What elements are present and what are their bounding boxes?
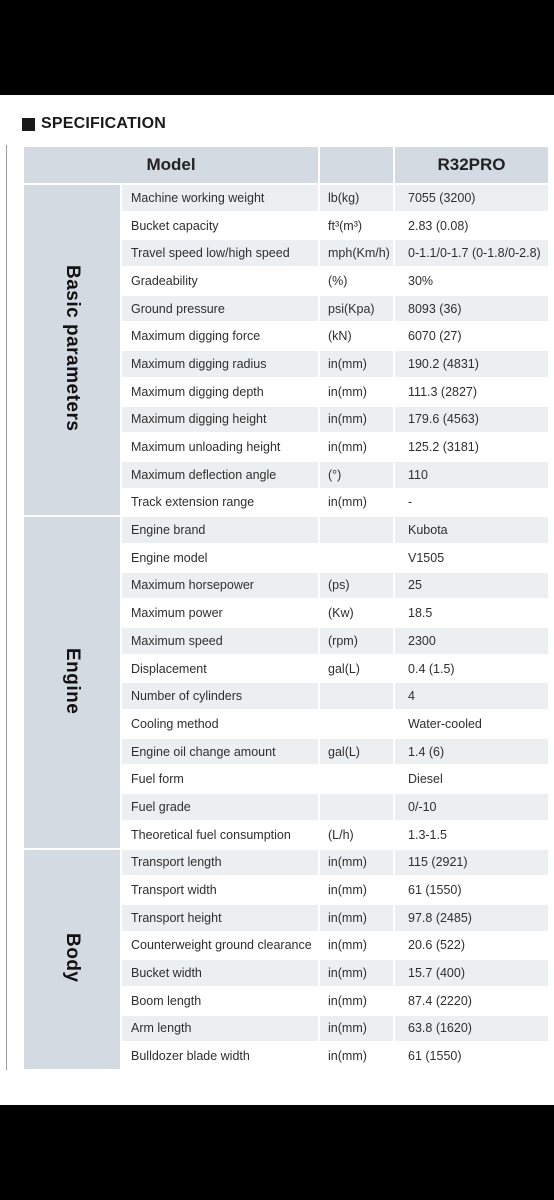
section-heading bbox=[22, 115, 166, 133]
unit-cell: ft³(m³) bbox=[319, 212, 394, 240]
value-cell: 15.7 (400) bbox=[394, 959, 549, 987]
param-cell: Engine brand bbox=[121, 516, 319, 544]
unit-cell: in(mm) bbox=[319, 433, 394, 461]
unit-cell: in(mm) bbox=[319, 904, 394, 932]
unit-cell: in(mm) bbox=[319, 1015, 394, 1043]
unit-cell: gal(L) bbox=[319, 738, 394, 766]
header-unit bbox=[319, 146, 394, 184]
unit-cell: in(mm) bbox=[319, 876, 394, 904]
value-cell: 111.3 (2827) bbox=[394, 378, 549, 406]
param-cell: Gradeability bbox=[121, 267, 319, 295]
unit-cell: (Kw) bbox=[319, 599, 394, 627]
group-label-cell bbox=[23, 849, 121, 1071]
group-label: Engine bbox=[62, 647, 83, 715]
param-cell: Theoretical fuel consumption bbox=[121, 821, 319, 849]
unit-cell: in(mm) bbox=[319, 932, 394, 960]
section-title: SPECIFICATION bbox=[41, 115, 166, 132]
value-cell: Kubota bbox=[394, 516, 549, 544]
table-header-row bbox=[23, 146, 549, 184]
value-cell: 0/-10 bbox=[394, 793, 549, 821]
group-label-cell bbox=[23, 516, 121, 848]
param-cell: Maximum digging depth bbox=[121, 378, 319, 406]
param-cell: Displacement bbox=[121, 655, 319, 683]
unit-cell: in(mm) bbox=[319, 350, 394, 378]
unit-cell: (%) bbox=[319, 267, 394, 295]
group-label: Basic parameters bbox=[62, 265, 83, 432]
unit-cell bbox=[319, 544, 394, 572]
param-cell: Transport height bbox=[121, 904, 319, 932]
unit-cell: (ps) bbox=[319, 572, 394, 600]
value-cell: 6070 (27) bbox=[394, 322, 549, 350]
unit-cell: (°) bbox=[319, 461, 394, 489]
unit-cell: gal(L) bbox=[319, 655, 394, 683]
value-cell: 1.3-1.5 bbox=[394, 821, 549, 849]
param-cell: Arm length bbox=[121, 1015, 319, 1043]
value-cell: 2.83 (0.08) bbox=[394, 212, 549, 240]
unit-cell bbox=[319, 710, 394, 738]
left-divider bbox=[6, 145, 7, 1070]
unit-cell bbox=[319, 765, 394, 793]
value-cell: Water-cooled bbox=[394, 710, 549, 738]
param-cell: Maximum digging height bbox=[121, 406, 319, 434]
value-cell: 30% bbox=[394, 267, 549, 295]
value-cell: 63.8 (1620) bbox=[394, 1015, 549, 1043]
unit-cell: in(mm) bbox=[319, 406, 394, 434]
param-cell: Fuel grade bbox=[121, 793, 319, 821]
value-cell: V1505 bbox=[394, 544, 549, 572]
value-cell: 20.6 (522) bbox=[394, 932, 549, 960]
param-cell: Engine model bbox=[121, 544, 319, 572]
param-cell: Bulldozer blade width bbox=[121, 1042, 319, 1070]
value-cell: 87.4 (2220) bbox=[394, 987, 549, 1015]
value-cell: 115 (2921) bbox=[394, 849, 549, 877]
value-cell: 4 bbox=[394, 682, 549, 710]
header-model: Model bbox=[23, 146, 319, 184]
param-cell: Number of cylinders bbox=[121, 682, 319, 710]
value-cell: 8093 (36) bbox=[394, 295, 549, 323]
table-row bbox=[23, 849, 549, 877]
unit-cell: in(mm) bbox=[319, 1042, 394, 1070]
unit-cell: in(mm) bbox=[319, 378, 394, 406]
value-cell: 97.8 (2485) bbox=[394, 904, 549, 932]
unit-cell: (kN) bbox=[319, 322, 394, 350]
value-cell: 61 (1550) bbox=[394, 876, 549, 904]
unit-cell bbox=[319, 516, 394, 544]
value-cell: 18.5 bbox=[394, 599, 549, 627]
unit-cell bbox=[319, 682, 394, 710]
value-cell: 125.2 (3181) bbox=[394, 433, 549, 461]
param-cell: Maximum deflection angle bbox=[121, 461, 319, 489]
param-cell: Bucket capacity bbox=[121, 212, 319, 240]
param-cell: Track extension range bbox=[121, 489, 319, 517]
unit-cell: in(mm) bbox=[319, 489, 394, 517]
param-cell: Ground pressure bbox=[121, 295, 319, 323]
param-cell: Maximum unloading height bbox=[121, 433, 319, 461]
value-cell: 7055 (3200) bbox=[394, 184, 549, 212]
value-cell: 190.2 (4831) bbox=[394, 350, 549, 378]
square-bullet-icon bbox=[22, 118, 35, 131]
param-cell: Maximum digging radius bbox=[121, 350, 319, 378]
unit-cell: lb(kg) bbox=[319, 184, 394, 212]
value-cell: - bbox=[394, 489, 549, 517]
group-label: Body bbox=[62, 933, 83, 983]
value-cell: 1.4 (6) bbox=[394, 738, 549, 766]
param-cell: Counterweight ground clearance bbox=[121, 932, 319, 960]
param-cell: Transport width bbox=[121, 876, 319, 904]
param-cell: Bucket width bbox=[121, 959, 319, 987]
param-cell: Maximum digging force bbox=[121, 322, 319, 350]
group-label-cell bbox=[23, 184, 121, 516]
table-body bbox=[23, 184, 549, 1070]
unit-cell: (L/h) bbox=[319, 821, 394, 849]
param-cell: Maximum power bbox=[121, 599, 319, 627]
value-cell: Diesel bbox=[394, 765, 549, 793]
param-cell: Maximum horsepower bbox=[121, 572, 319, 600]
unit-cell: mph(Km/h) bbox=[319, 239, 394, 267]
value-cell: 61 (1550) bbox=[394, 1042, 549, 1070]
spec-sheet bbox=[0, 95, 554, 1105]
param-cell: Travel speed low/high speed bbox=[121, 239, 319, 267]
param-cell: Transport length bbox=[121, 849, 319, 877]
param-cell: Machine working weight bbox=[121, 184, 319, 212]
value-cell: 2300 bbox=[394, 627, 549, 655]
param-cell: Fuel form bbox=[121, 765, 319, 793]
unit-cell: psi(Kpa) bbox=[319, 295, 394, 323]
unit-cell: in(mm) bbox=[319, 987, 394, 1015]
unit-cell: in(mm) bbox=[319, 849, 394, 877]
table-row bbox=[23, 516, 549, 544]
value-cell: 110 bbox=[394, 461, 549, 489]
param-cell: Cooling method bbox=[121, 710, 319, 738]
value-cell: 0-1.1/0-1.7 (0-1.8/0-2.8) bbox=[394, 239, 549, 267]
table-row bbox=[23, 184, 549, 212]
value-cell: 179.6 (4563) bbox=[394, 406, 549, 434]
header-model-value: R32PRO bbox=[394, 146, 549, 184]
unit-cell: (rpm) bbox=[319, 627, 394, 655]
param-cell: Engine oil change amount bbox=[121, 738, 319, 766]
param-cell: Maximum speed bbox=[121, 627, 319, 655]
spec-table bbox=[22, 145, 550, 1071]
unit-cell bbox=[319, 793, 394, 821]
param-cell: Boom length bbox=[121, 987, 319, 1015]
unit-cell: in(mm) bbox=[319, 959, 394, 987]
value-cell: 0.4 (1.5) bbox=[394, 655, 549, 683]
value-cell: 25 bbox=[394, 572, 549, 600]
